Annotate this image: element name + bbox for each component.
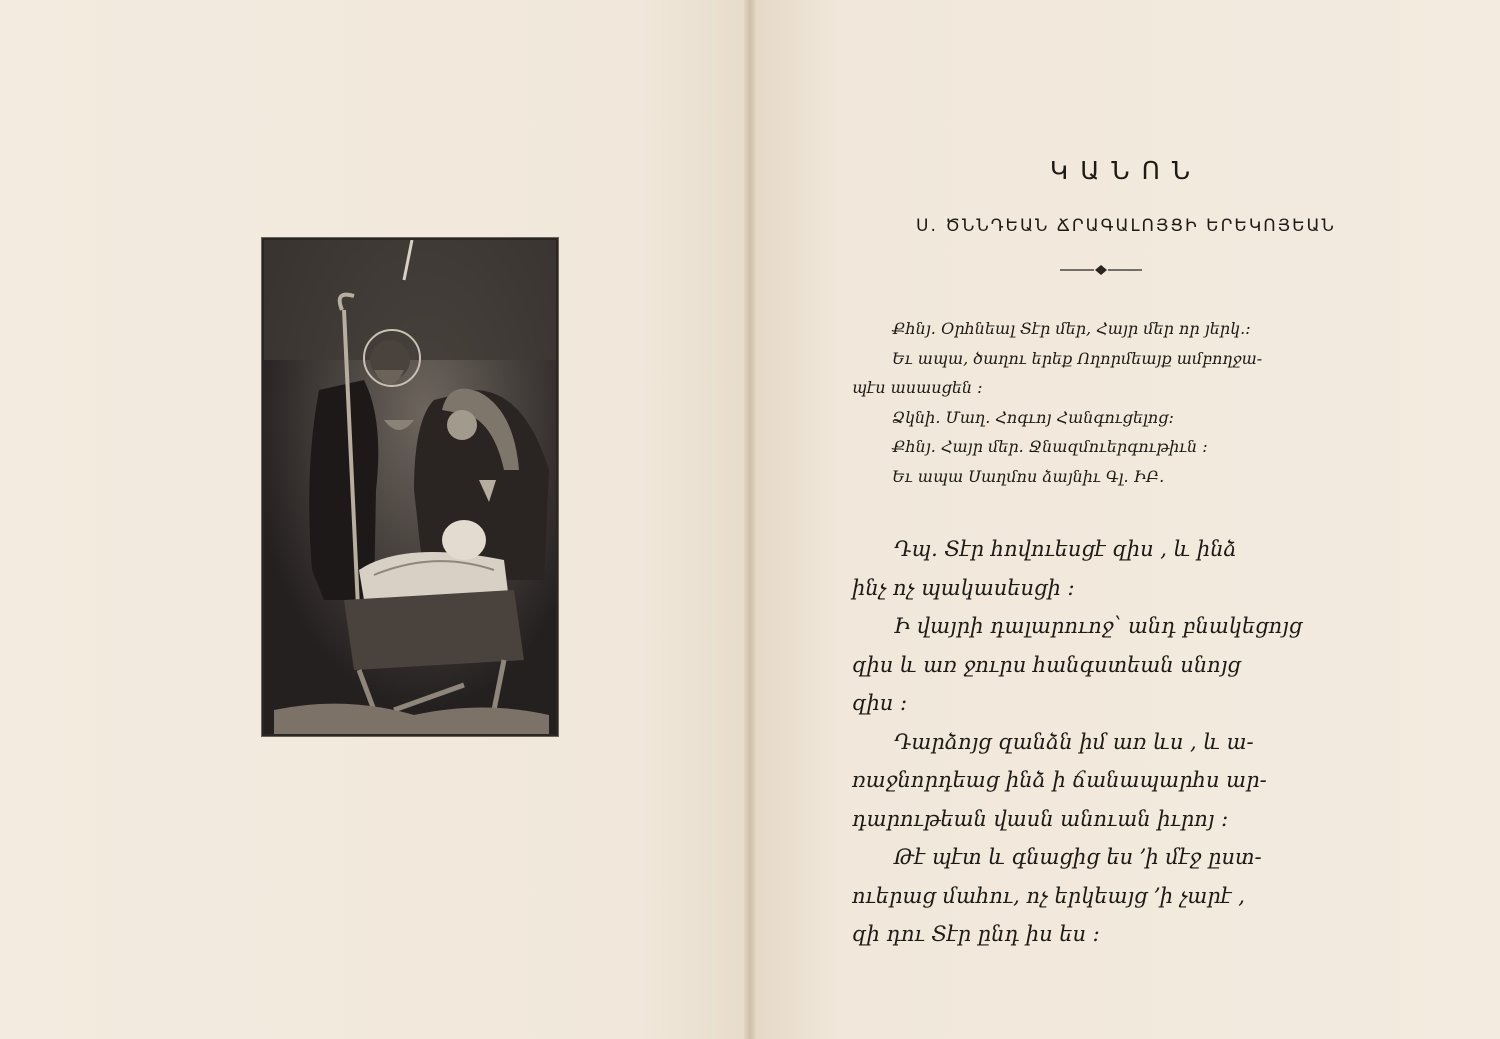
psalm-line: Ի վայրի դալարուոջ՝ անդ բնակեցոյց: [894, 614, 1303, 638]
divider-ornament: [1060, 262, 1142, 278]
psalm-line: ուերաց մահու, ոչ երկեայց ՚ի չարէ ,: [852, 883, 1245, 908]
psalm-line: ինչ ոչ պակասեսցի ։: [852, 575, 1075, 600]
rubric-line: պէս ասասցեն ։: [852, 378, 983, 397]
page-subtitle: Ս. ԾՆՆԴԵԱՆ ՃՐԱԳԱԼՈՅՑԻ ԵՐԵԿՈՅԵԱՆ: [916, 216, 1336, 236]
rubric-line: Քհնյ. Հայր մեր. Ջնազմուերգութիւն ։: [892, 437, 1208, 456]
rubric-line: Եւ ապա Սաղմոս ձայնիւ Գլ. ԻԲ.: [892, 466, 1165, 486]
nativity-engraving: [262, 238, 558, 736]
psalm-line: Դպ. Տէր հովուեսցէ զիս , և ինձ: [894, 537, 1237, 561]
psalm-line: դարութեան վասն անուան իւրոյ ։: [852, 806, 1229, 831]
psalm-text: [852, 530, 1392, 954]
rubric-line: Քհնյ. Օրհնեալ Տէր մեր, Հայր մեր որ յերկ.։: [892, 319, 1251, 338]
psalm-line: զի դու Տէր ընդ իս ես ։: [852, 922, 1100, 946]
rubric-line: Ձկնի. Մաղ. Հոգւոյ Հանգուցելոց։: [892, 407, 1174, 427]
rubric-block: [852, 314, 1392, 491]
psalm-line: Թէ պէտ և գնացից ես ՚ի մէջ ըստ-: [894, 845, 1262, 869]
page-title: ԿԱՆՈՆ: [1049, 156, 1203, 185]
psalm-line: զիս ։: [852, 691, 908, 715]
psalm-line: զիս և առ ջուրս հանգստեան սնոյց: [852, 652, 1241, 677]
psalm-line: ռաջնորդեաց ինձ ի ճանապարհս ար-: [852, 768, 1267, 792]
rubric-line: Եւ ապա, ծաղու երեք Ողորմեայք ամբողջա-: [892, 348, 1263, 368]
psalm-line: Դարձոյց զանձն իմ առ ևս , և ա-: [894, 729, 1254, 754]
